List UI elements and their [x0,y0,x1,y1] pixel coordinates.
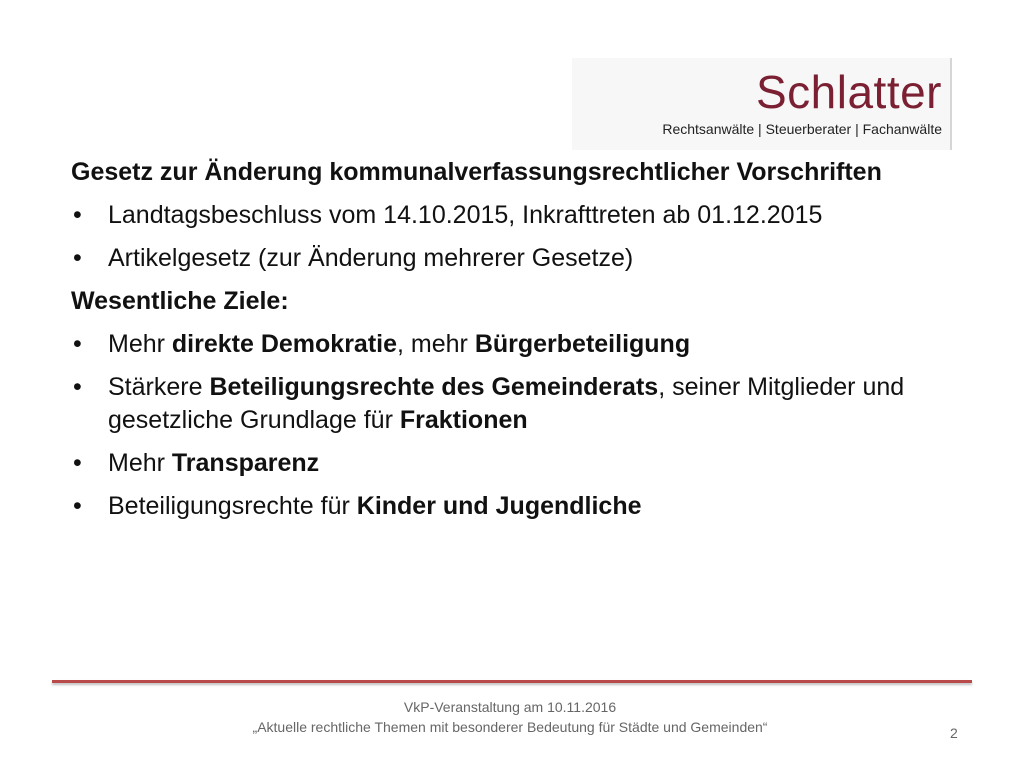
list-item [71,447,971,480]
goal-emphasis: Transparenz [171,449,320,477]
goals-list [71,328,971,523]
goal-emphasis: direkte Demokratie [171,330,398,358]
list-item: • Landtagsbeschluss vom 14.10.2015, Inkrafttreten ab 01.12.2015 [71,199,971,232]
footer-event: VkP-Veranstaltung am 10.11.2016 [403,699,617,715]
footer [60,697,960,737]
goal-text: Mehr [108,449,172,477]
page-number: 2 [950,725,958,741]
logo-tagline: Rechtsanwälte | Steuerberater | Fachanwälte [662,121,942,137]
goal-emphasis: Kinder und Jugendliche [356,492,642,520]
list-item: • Artikelgesetz (zur Änderung mehrerer Gesetze) [71,242,971,275]
goal-text: Beteiligungsrechte für [108,492,357,520]
list-item [71,371,971,437]
goals-heading: Wesentliche Ziele: [71,287,289,315]
goal-emphasis: Beteiligungsrechte des Gemeinderats [209,373,659,401]
slide-content [71,156,971,533]
list-item [71,328,971,361]
footer-topic: „Aktuelle rechtliche Themen mit besonderer Bedeutung für Städte und Gemeinden“ [252,719,768,735]
logo-name: Schlatter [755,66,942,118]
law-title: Gesetz zur Änderung kommunalverfassungsrechtlicher Vorschriften [71,158,882,186]
goal-text: , seiner Mitglieder und gesetzliche Grundlage für [108,373,905,434]
goal-emphasis: Bürgerbeteiligung [474,330,691,358]
goal-emphasis: Fraktionen [399,406,528,434]
company-logo [572,58,952,150]
goal-text: , mehr [397,330,475,358]
goal-text: Mehr [108,330,172,358]
goal-text: Stärkere [108,373,210,401]
list-item [71,490,971,523]
law-facts-list [71,199,971,275]
footer-divider [52,680,972,683]
